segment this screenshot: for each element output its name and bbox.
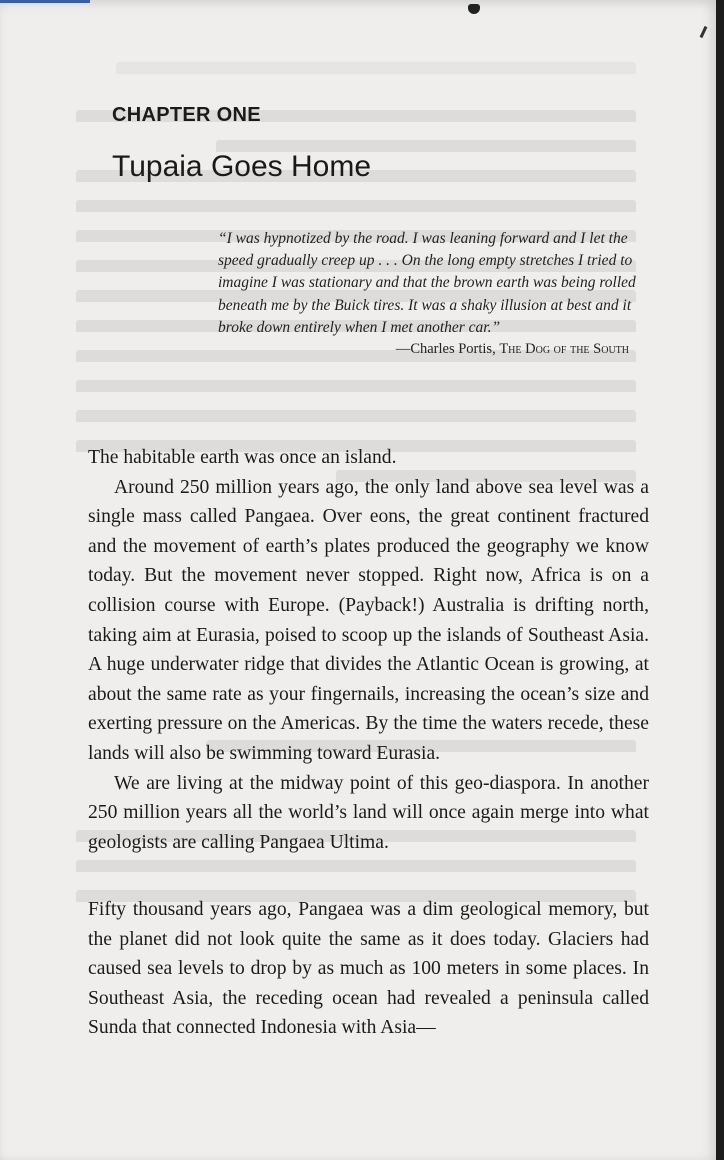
top-edge-mark	[0, 0, 90, 3]
epigraph-attribution	[396, 341, 629, 358]
paragraph-2: Around 250 million years ago, the only land above sea level was a single mass called Pangaea. Over eons, the great continent fractured and the movement of earth’s plates produced the geography we know today. But the movement never stopped. Right now, Africa is on a collision course with Europe. (Payback!) Australia is drifting north, taking aim at Eurasia, poised to scoop up the islands of Southeast Asia. A huge underwater ridge that divides the Atlantic Ocean is growing, at about the same rate as your fingernails, increasing the ocean’s size and exerting pressure on the Americas. By the time the waters recede, these lands will also be swimming toward Eurasia.	[88, 476, 649, 764]
paragraph-4: Fifty thousand years ago, Pangaea was a dim geological memory, but the planet did not look quite the same as it does today. Glaciers had caused sea levels to drop by as much as 100 meters in some places. In Southeast Asia, the receding ocean had revealed a peninsula called Sunda that connected Indonesia with Asia—	[88, 899, 649, 1039]
paragraph-3: We are living at the midway point of this geo-diaspora. In another 250 million years all the world’s land will once again merge into what geologists are calling Pangaea Ultima.	[88, 772, 649, 853]
body-section-2	[88, 895, 649, 1043]
chapter-title: Tupaia Goes Home	[112, 150, 372, 183]
attribution-work: The Dog of the South	[499, 341, 629, 357]
attribution-author: —Charles Portis,	[395, 341, 500, 357]
epigraph-quote: “I was hypnotized by the road. I was leaning forward and I let the speed gradually creep up . . . On the long empty stretches I tried to imagine I was stationary and that the brown earth was being rolled beneath me by the Buick tires. It was a shaky illusion at best and it broke down entirely when I met another car.”	[218, 230, 636, 336]
top-page-blemish	[468, 4, 480, 14]
body-section-1	[88, 443, 649, 857]
paragraph-1: The habitable earth was once an island.	[88, 447, 397, 468]
corner-page-blemish	[700, 26, 708, 38]
chapter-number: CHAPTER ONE	[112, 104, 261, 126]
